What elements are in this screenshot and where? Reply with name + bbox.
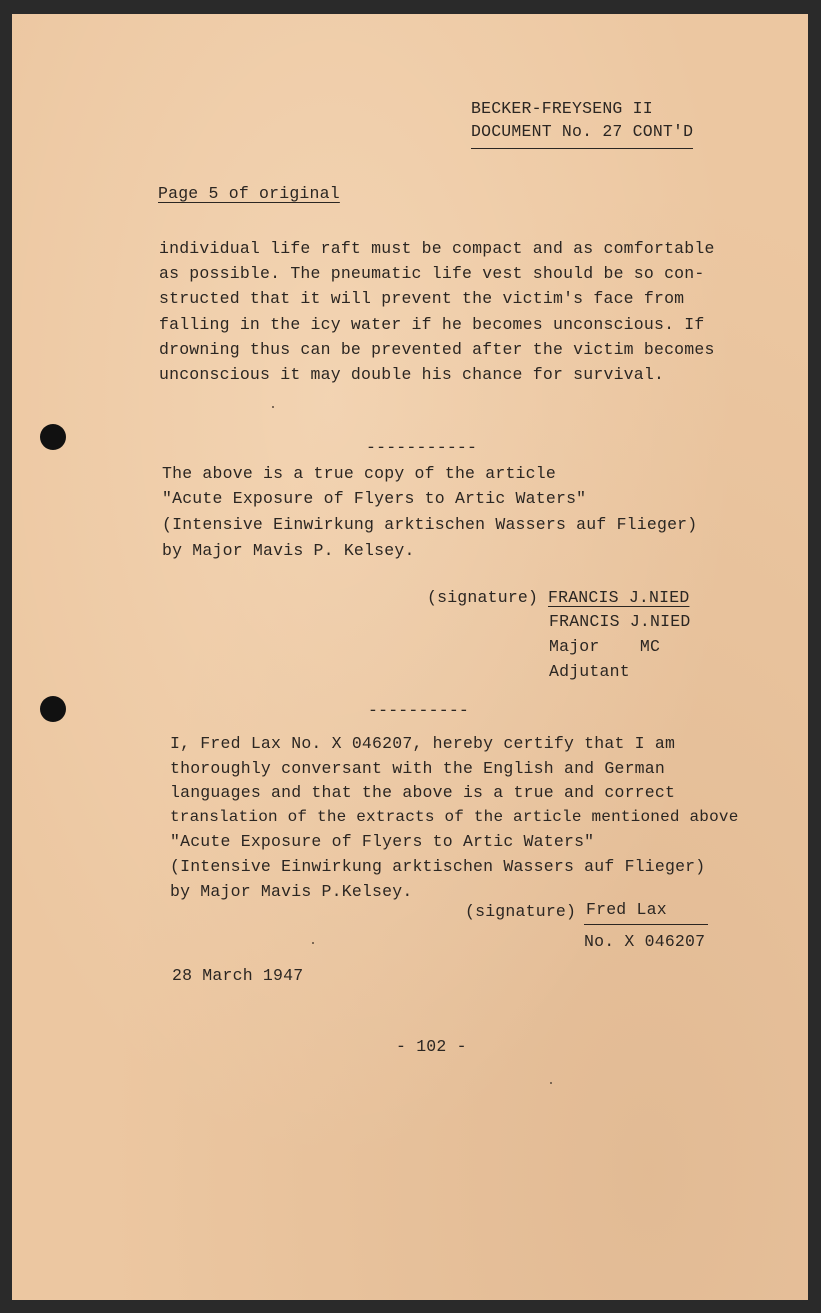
page-reference: Page 5 of original <box>158 184 340 203</box>
header-underline <box>471 148 693 149</box>
signature-2-underline <box>584 924 708 925</box>
paper-speck <box>272 406 274 408</box>
certification-line: The above is a true copy of the article <box>162 464 556 483</box>
signature-label: (signature) <box>427 588 539 607</box>
translator-line: I, Fred Lax No. X 046207, hereby certify that I am <box>170 734 676 753</box>
separator: ---------- <box>368 701 470 720</box>
header-line-2: DOCUMENT No. 27 CONT'D <box>471 122 694 141</box>
body-line: falling in the icy water if he becomes unconscious. If <box>159 315 705 334</box>
body-line: drowning thus can be prevented after the victim becomes <box>159 340 715 359</box>
body-line: as possible. The pneumatic life vest should be so con- <box>159 264 705 283</box>
punch-hole-bottom <box>40 696 66 722</box>
separator: ----------- <box>366 438 478 457</box>
body-line: individual life raft must be compact and as comfortable <box>159 239 715 258</box>
signatory-rank: Major MC <box>549 637 661 656</box>
document-date: 28 March 1947 <box>172 966 304 985</box>
certification-line: by Major Mavis P. Kelsey. <box>162 541 415 560</box>
signatory-name: FRANCIS J.NIED <box>549 612 691 631</box>
translator-line: "Acute Exposure of Flyers to Artic Waters" <box>170 832 595 851</box>
header-line-1: BECKER-FREYSENG II <box>471 99 653 118</box>
signatory-title: Adjutant <box>549 662 630 681</box>
body-line: structed that it will prevent the victim's face from <box>159 289 685 308</box>
paper-speck <box>312 942 314 944</box>
certification-line: (Intensive Einwirkung arktischen Wassers auf Flieger) <box>162 515 698 534</box>
certification-line: "Acute Exposure of Flyers to Artic Waters" <box>162 489 587 508</box>
document-page <box>12 14 808 1300</box>
translator-line: translation of the extracts of the article mentioned above <box>170 808 739 826</box>
translator-line: languages and that the above is a true and correct <box>170 783 676 802</box>
signature-1: FRANCIS J.NIED <box>548 588 690 607</box>
page-number: - 102 - <box>396 1037 467 1056</box>
translator-line: by Major Mavis P.Kelsey. <box>170 882 413 901</box>
translator-line: (Intensive Einwirkung arktischen Wassers auf Flieger) <box>170 857 706 876</box>
translator-number: No. X 046207 <box>584 932 706 951</box>
body-line: unconscious it may double his chance for survival. <box>159 365 665 384</box>
signature-2: Fred Lax <box>586 900 667 919</box>
paper-speck <box>550 1082 552 1084</box>
signature-label: (signature) <box>465 902 577 921</box>
punch-hole-top <box>40 424 66 450</box>
translator-line: thoroughly conversant with the English and German <box>170 759 665 778</box>
